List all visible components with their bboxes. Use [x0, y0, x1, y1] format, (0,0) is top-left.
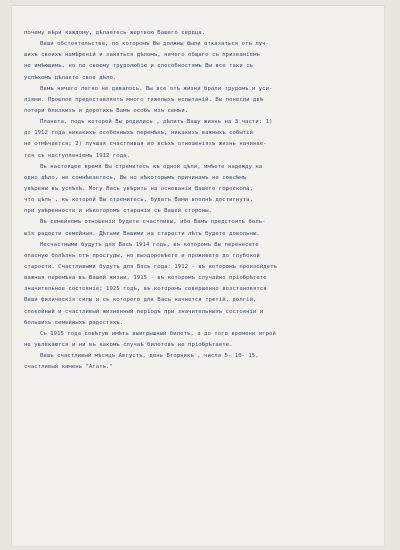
text-line: не увлекаются и ни въ какомъ случаѣ билетовъ не пріобрѣтаете.: [24, 341, 233, 348]
text-line: не имѣющимъ, но по своему трудолюбію и способностямъ Вы все таки съ: [24, 63, 253, 70]
text-line: Ваши обстоятельства, по которомъ Вы должны были отказаться отъ луч-: [40, 41, 269, 48]
text-line: Вамъ ничего легко не давалось. Вы все отъ жизни брали трудомъ и уси-: [40, 85, 273, 92]
text-line: до 1912 года никакихъ особенныхъ перемѣнъ, никакихъ важныхъ событій: [24, 130, 253, 137]
text-line: большихъ семейныхъ радостяхъ.: [24, 319, 124, 326]
text-line: что цѣль , къ которой Вы стремитесь, будетъ Вами вполнѣ достигнута,: [24, 197, 253, 204]
text-line: счастливый камень "Агатъ.": [24, 364, 113, 371]
text-line: почему вѣри каждому, дѣлаетесь жертвою Вашего сердца.: [24, 30, 206, 36]
text-line: тся съ наступленіемъ 1912 года.: [24, 152, 130, 159]
text-line: успѣхомъ дѣлаете свое дѣло.: [24, 74, 117, 81]
text-line: Планета, подъ которой Вы родились , дѣлитъ Вашу жизнь на 3 части: 1): [40, 119, 273, 126]
text-line: значительное состояніе; 1925 годъ, въ которомъ совершенно возстановятся: [24, 286, 267, 293]
text-line: спокойный и счастливый жизненный періодъ при значительныхъ состояніи и: [24, 308, 264, 315]
document-page: [12, 6, 384, 546]
text-line: Съ 1915 года совѣтую имѣть выигрышный билетъ, а до того времени игрой: [40, 330, 276, 337]
text-line: увѣрены въ успѣхѣ. Могу Васъ увѣрить на основаніи Вашего гороскопа,: [24, 185, 253, 192]
text-line: опасную болѣзнь отъ простуды, но выздоровѣете и проживете до глубокой: [24, 252, 260, 259]
text-line: Ваши физическія силы и съ которого для Васъ начнется третій, долгій,: [24, 297, 257, 304]
text-line: Несчастными будутъ для Васъ 1914 годъ, въ которомъ Вы перенесете: [40, 241, 259, 248]
text-line: шихъ своихъ намѣреній и заняться дѣломъ, ничего общаго съ призваніемъ: [24, 52, 260, 59]
text-line: важная перемѣна въ Вашей жизни, 1915 - въ которомъ случайно пріобрѣтете: [24, 275, 267, 282]
text-line: при увѣренности и нѣкоторомъ стараніи съ Вашей стороны.: [24, 208, 212, 215]
text-line: не отмѣчается; 2) лучшая счастливая во всѣхъ отношеніяхъ жизнь начинае-: [24, 141, 267, 148]
text-line: потери близкихъ и дорогихъ Вамъ особъ изъ семьи.: [24, 107, 189, 114]
text-line: Вашъ счастливый мѣсяцъ Августъ, день Вторникъ , числа 5- 10- 15,: [40, 353, 259, 360]
text-line: Въ настоящее время Вы стремитесь къ одной цѣли, имѣете надежду на: [40, 163, 263, 170]
text-line: Въ семейномъ отношеніи будете счастливы, ибо Вамъ предстоитъ боль-: [40, 219, 266, 226]
text-line: старости. Счастливыми будутъ для Васъ года: 1912 - въ которомъ произойдетъ: [24, 263, 277, 270]
text-line: одно дѣло, не сомнѣваетесь, Вы но нѣкоторымъ причинамъ не совсѣмъ: [24, 174, 247, 181]
text-line: ліями. Прошлое предоставляетъ много тяжелыхъ испытаній. Вы понесли двѣ: [24, 96, 264, 103]
text-line: шія радости семейныя. Дѣтьми Вашими на старости лѣтъ будете довольны.: [24, 230, 260, 237]
document-body: [24, 28, 376, 373]
